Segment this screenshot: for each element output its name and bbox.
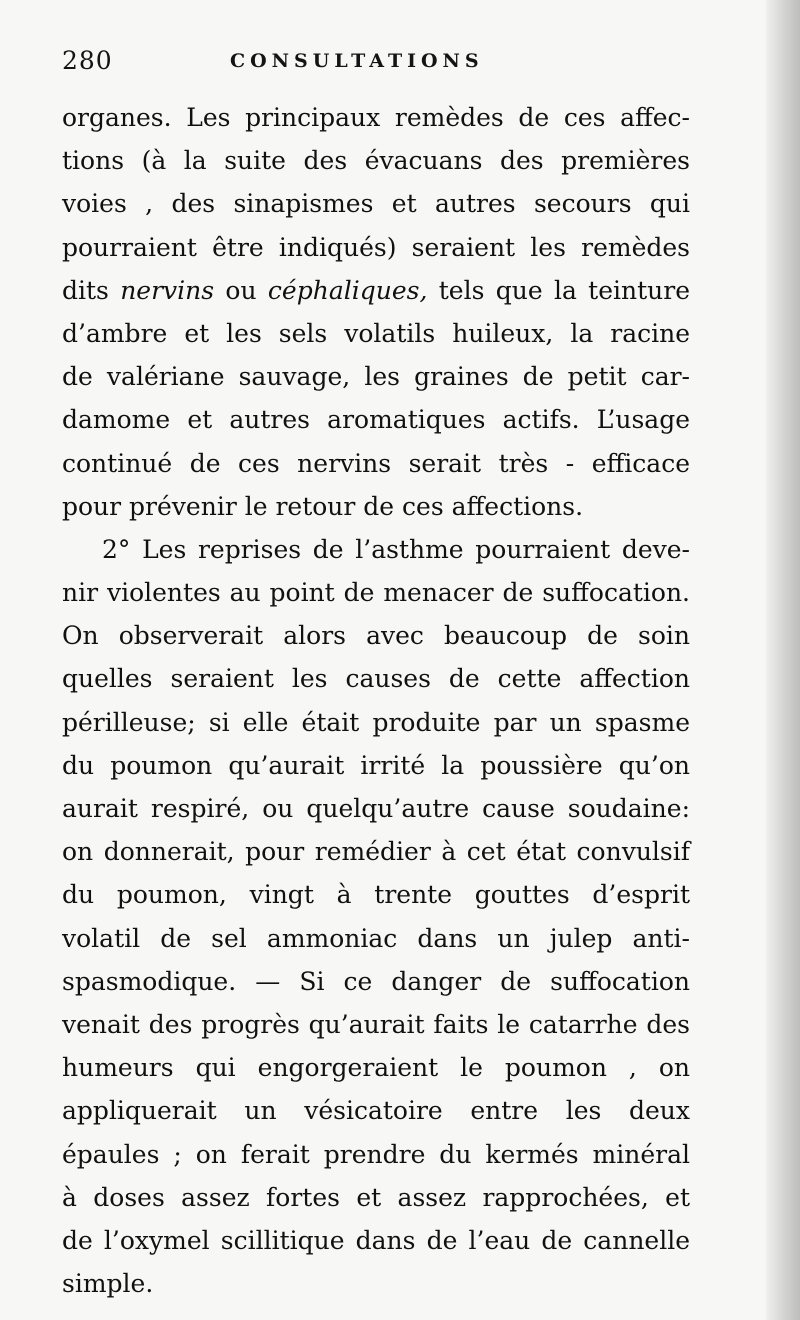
italic-term-nervins: nervins xyxy=(120,275,215,305)
text-line: aurait respiré, ou quelqu’autre cause soudaine: xyxy=(62,794,690,823)
text-line: périlleuse; si elle était produite par un spasme xyxy=(62,707,690,737)
text-line: damome et autres aromatiques actifs. L’usage xyxy=(62,405,690,435)
text-line: pour prévenir le retour de ces affections. xyxy=(62,491,584,521)
text-line: d’ambre et les sels volatils huileux, la racine xyxy=(62,318,690,348)
text-line: du poumon, vingt à trente gouttes d’esprit xyxy=(62,880,690,910)
text-line: venait des progrès qu’aurait faits le catarrhe des xyxy=(62,1009,690,1039)
text-line: simple. xyxy=(62,1269,154,1299)
text-line: voies , des sinapismes et autres secours qui xyxy=(62,189,690,219)
page-edge-shadow xyxy=(766,0,800,1320)
text-line: organes. Les principaux remèdes de ces affec- xyxy=(62,103,690,132)
running-head: CONSULTATIONS xyxy=(230,50,484,72)
text-line: on donnerait, pour remédier à cet état convulsif xyxy=(62,837,690,867)
page-header xyxy=(60,42,700,82)
text-line-with-italics xyxy=(62,269,690,312)
text-line: du poumon qu’aurait irrité la poussière qu’on xyxy=(62,750,690,780)
body-text xyxy=(62,96,690,1305)
text-line: à doses assez fortes et assez rapprochées, et xyxy=(62,1182,690,1212)
paragraph-start-line: 2° Les reprises de l’asthme pourraient deve- xyxy=(102,534,690,564)
text-line: humeurs qui engorgeraient le poumon , on xyxy=(62,1053,690,1083)
text-line: tions (à la suite des évacuans des premières xyxy=(62,146,690,176)
text-line: quelles seraient les causes de cette affection xyxy=(62,664,690,694)
text-line: spasmodique. — Si ce danger de suffocation xyxy=(62,966,690,996)
text-line: continué de ces nervins serait très - efficace xyxy=(62,448,690,478)
text-segment: tels que la teinture xyxy=(427,275,690,305)
text-line: de valériane sauvage, les graines de petit car- xyxy=(62,362,690,392)
text-line: nir violentes au point de menacer de suffocation. xyxy=(62,578,690,608)
text-segment: ou xyxy=(214,275,268,305)
text-line: On observerait alors avec beaucoup de soin xyxy=(62,621,690,651)
text-line: épaules ; on ferait prendre du kermés minéral xyxy=(62,1139,690,1169)
text-line: pourraient être indiqués) seraient les remèdes xyxy=(62,232,690,262)
text-line: appliquerait un vésicatoire entre les deux xyxy=(62,1096,690,1126)
text-segment: dits xyxy=(62,275,121,305)
text-line: de l’oxymel scillitique dans de l’eau de cannelle xyxy=(62,1225,690,1255)
text-line: volatil de sel ammoniac dans un julep anti- xyxy=(62,923,690,953)
italic-term-cephaliques: céphaliques, xyxy=(267,275,428,305)
page-number: 280 xyxy=(62,46,113,75)
